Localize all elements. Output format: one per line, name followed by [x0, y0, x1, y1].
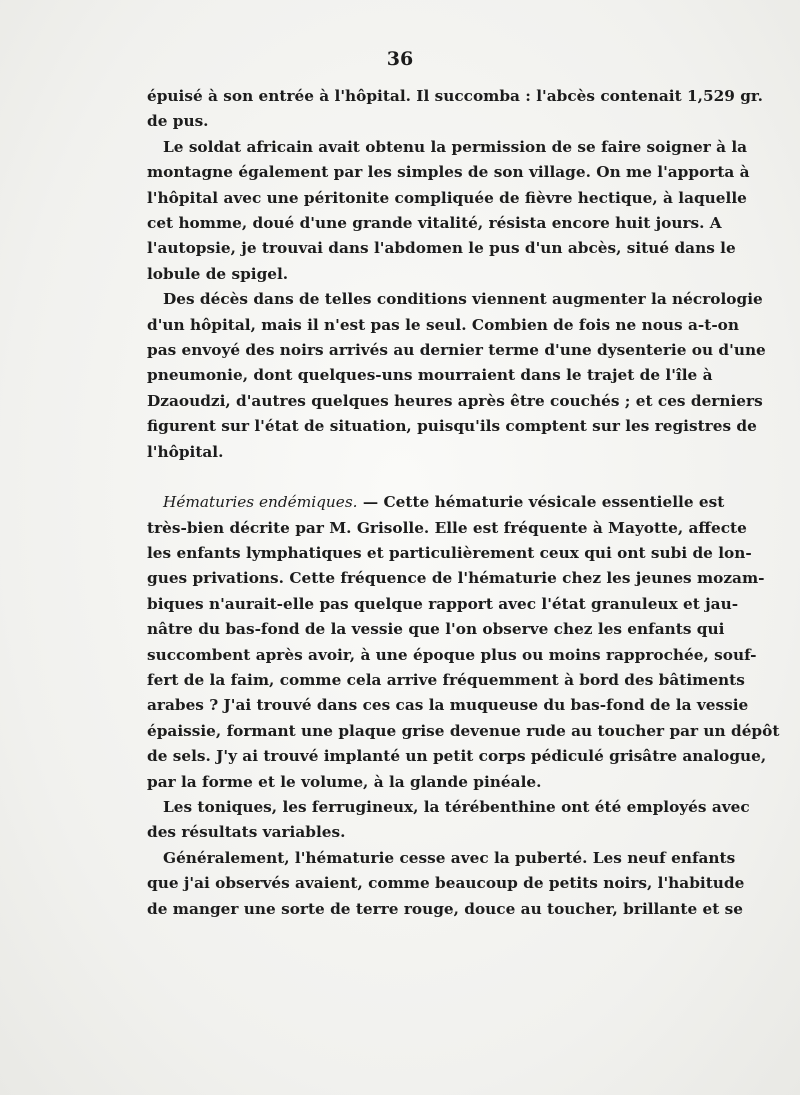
- text-line: [147, 795, 750, 820]
- text-line: [147, 363, 713, 388]
- text-line: [147, 693, 749, 718]
- text-line: [147, 389, 763, 414]
- line-text: pas envoyé des noirs arrivés au dernier terme d'une dysenterie ou d'une: [147, 341, 766, 360]
- text-line: [147, 160, 750, 185]
- line-text: d'un hôpital, mais il n'est pas le seul. Combien de fois ne nous a-t-on: [147, 315, 739, 334]
- text-line: [147, 617, 725, 642]
- text-line: [147, 846, 736, 871]
- text-line: [147, 516, 747, 541]
- line-text: épuisé à son entrée à l'hôpital. Il succomba : l'abcès contenait 1,529 gr.: [147, 87, 763, 105]
- paragraph: [147, 287, 766, 465]
- line-text: l'autopsie, je trouvai dans l'abdomen le pus d'un abcès, situé dans le: [147, 239, 736, 258]
- line-text: nâtre du bas-fond de la vessie que l'on observe chez les enfants qui: [147, 620, 725, 639]
- line-text: figurent sur l'état de situation, puisqu'ils comptent sur les registres de: [147, 417, 757, 436]
- body-text: [147, 84, 780, 922]
- text-line: [147, 744, 767, 769]
- text-line: [147, 236, 736, 261]
- text-line: [147, 871, 745, 896]
- line-text: Des décès dans de telles conditions viennent augmenter la nécrologie: [163, 290, 763, 309]
- line-text: Les toniques, les ferrugineux, la térébenthine ont été employés avec: [163, 797, 750, 816]
- line-text: les enfants lymphatiques et particulièrement ceux qui ont subi de lon-: [147, 543, 752, 562]
- line-text: — Cette hématurie vésicale essentielle est: [357, 493, 725, 512]
- page-number: 36: [386, 48, 414, 70]
- text-line: [147, 719, 780, 744]
- paragraph: [147, 846, 745, 922]
- text-line: [147, 186, 747, 211]
- text-line: [147, 109, 692, 134]
- text-line: [147, 541, 752, 566]
- text-line: [147, 262, 692, 287]
- text-line: [147, 440, 692, 465]
- line-text: Généralement, l'hématurie cesse avec la puberté. Les neuf enfants: [163, 848, 736, 867]
- line-text: montagne également par les simples de son village. On me l'apporta à: [147, 163, 750, 182]
- text-line: [147, 643, 757, 668]
- line-text: de pus.: [147, 112, 209, 131]
- line-text: cet homme, doué d'une grande vitalité, résista encore huit jours. A: [147, 214, 722, 233]
- line-text: succombent après avoir, à une époque plus ou moins rapprochée, souf-: [147, 645, 757, 664]
- text-line: [147, 592, 739, 617]
- text-line: [147, 897, 743, 922]
- section-heading: Hématuries endémiques.: [163, 493, 358, 512]
- line-text: gues privations. Cette fréquence de l'hématurie chez les jeunes mozam-: [147, 569, 765, 588]
- text-line: [147, 414, 757, 439]
- text-line: [147, 668, 745, 693]
- text-line: [147, 135, 748, 160]
- text-line: [147, 566, 765, 591]
- paragraph: [147, 795, 750, 846]
- line-text: l'hôpital.: [147, 442, 224, 461]
- line-text: très-bien décrite par M. Grisolle. Elle est fréquente à Mayotte, affecte: [147, 518, 747, 537]
- line-text: fert de la faim, comme cela arrive fréquemment à bord des bâtiments: [147, 670, 745, 689]
- line-text: arabes ? J'ai trouvé dans ces cas la muqueuse du bas-fond de la vessie: [147, 696, 749, 715]
- text-line: [147, 84, 763, 109]
- text-line: [147, 211, 722, 236]
- line-text: de sels. J'y ai trouvé implanté un petit corps pédiculé grisâtre analogue,: [147, 747, 767, 766]
- text-line: [147, 820, 692, 845]
- paragraph-gap: [147, 465, 692, 490]
- paragraph: [147, 490, 780, 795]
- line-text: par la forme et le volume, à la glande pinéale.: [147, 772, 542, 791]
- text-line: [147, 287, 763, 312]
- paragraph: [147, 135, 750, 287]
- line-text: des résultats variables.: [147, 823, 346, 842]
- line-text: lobule de spigel.: [147, 264, 289, 283]
- line-text: l'hôpital avec une péritonite compliquée de fièvre hectique, à laquelle: [147, 188, 747, 207]
- line-text: épaissie, formant une plaque grise devenue rude au toucher par un dépôt: [147, 721, 780, 740]
- line-text: de manger une sorte de terre rouge, douce au toucher, brillante et se: [147, 899, 743, 918]
- line-text: biques n'aurait-elle pas quelque rapport avec l'état granuleux et jau-: [147, 594, 739, 613]
- line-text: que j'ai observés avaient, comme beaucoup de petits noirs, l'habitude: [147, 874, 745, 893]
- paragraph: [147, 84, 763, 135]
- text-line: [147, 313, 739, 338]
- text-line: [147, 770, 692, 795]
- text-line: [147, 338, 766, 363]
- line-text: Dzaoudzi, d'autres quelques heures après être couchés ; et ces derniers: [147, 391, 763, 410]
- line-text: pneumonie, dont quelques-uns mourraient dans le trajet de l'île à: [147, 366, 713, 385]
- text-line: [147, 490, 725, 515]
- line-text: Le soldat africain avait obtenu la permission de se faire soigner à la: [163, 137, 748, 156]
